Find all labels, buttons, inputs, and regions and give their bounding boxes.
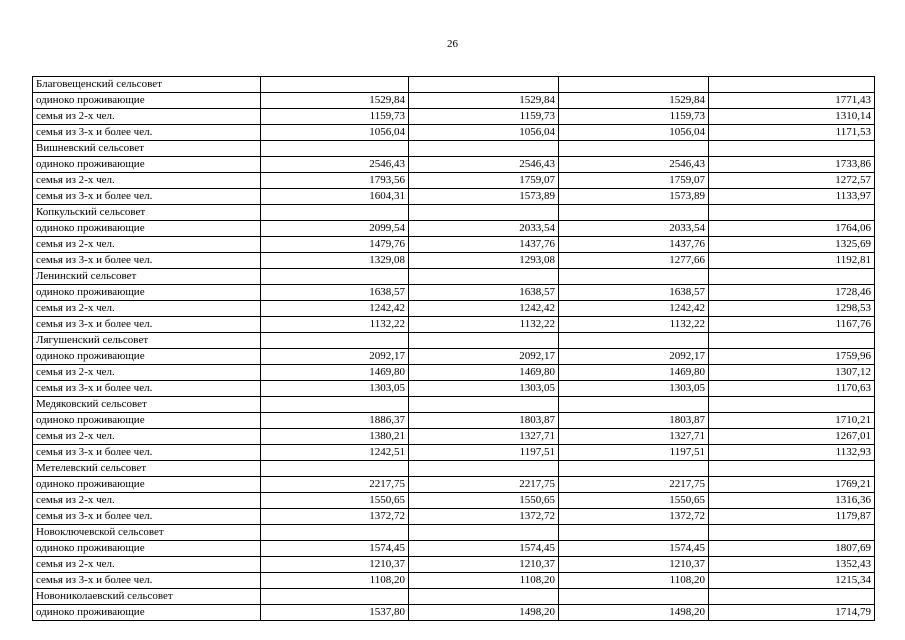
value-cell-3: 1803,87 xyxy=(559,413,709,429)
row-label: одиноко проживающие xyxy=(33,477,261,493)
table-row xyxy=(33,301,875,317)
empty-cell xyxy=(709,589,875,605)
value-cell-3: 1529,84 xyxy=(559,93,709,109)
table-row xyxy=(33,93,875,109)
value-cell-3: 1056,04 xyxy=(559,125,709,141)
value-cell-4: 1170,63 xyxy=(709,381,875,397)
value-cell-2: 1759,07 xyxy=(409,173,559,189)
value-cell-2: 1638,57 xyxy=(409,285,559,301)
row-label: семья из 2-х чел. xyxy=(33,557,261,573)
section-name: Вишневский сельсовет xyxy=(33,141,261,157)
empty-cell xyxy=(261,333,409,349)
value-cell-3: 1303,05 xyxy=(559,381,709,397)
value-cell-1: 2217,75 xyxy=(261,477,409,493)
value-cell-2: 1132,22 xyxy=(409,317,559,333)
row-label: одиноко проживающие xyxy=(33,93,261,109)
empty-cell xyxy=(409,589,559,605)
empty-cell xyxy=(261,77,409,93)
empty-cell xyxy=(559,205,709,221)
value-cell-1: 1242,51 xyxy=(261,445,409,461)
value-cell-4: 1771,43 xyxy=(709,93,875,109)
value-cell-3: 2033,54 xyxy=(559,221,709,237)
empty-cell xyxy=(409,77,559,93)
value-cell-4: 1267,01 xyxy=(709,429,875,445)
section-header-row xyxy=(33,141,875,157)
value-cell-4: 1769,21 xyxy=(709,477,875,493)
value-cell-2: 2033,54 xyxy=(409,221,559,237)
value-cell-1: 1210,37 xyxy=(261,557,409,573)
table-row xyxy=(33,605,875,621)
empty-cell xyxy=(409,525,559,541)
table-row xyxy=(33,541,875,557)
value-cell-2: 1372,72 xyxy=(409,509,559,525)
table-row xyxy=(33,381,875,397)
empty-cell xyxy=(409,141,559,157)
row-label: одиноко проживающие xyxy=(33,541,261,557)
value-cell-2: 1574,45 xyxy=(409,541,559,557)
section-name: Новониколаевский сельсовет xyxy=(33,589,261,605)
table-row xyxy=(33,557,875,573)
table-row xyxy=(33,349,875,365)
value-cell-3: 1210,37 xyxy=(559,557,709,573)
section-name: Новоключевской сельсовет xyxy=(33,525,261,541)
empty-cell xyxy=(261,141,409,157)
table-row xyxy=(33,125,875,141)
row-label: семья из 2-х чел. xyxy=(33,173,261,189)
value-cell-3: 1498,20 xyxy=(559,605,709,621)
value-cell-4: 1179,87 xyxy=(709,509,875,525)
row-label: семья из 2-х чел. xyxy=(33,301,261,317)
section-header-row xyxy=(33,269,875,285)
value-cell-4: 1167,76 xyxy=(709,317,875,333)
value-cell-2: 1108,20 xyxy=(409,573,559,589)
empty-cell xyxy=(409,461,559,477)
table-row xyxy=(33,429,875,445)
value-cell-2: 1573,89 xyxy=(409,189,559,205)
value-cell-4: 1310,14 xyxy=(709,109,875,125)
value-cell-3: 1132,22 xyxy=(559,317,709,333)
empty-cell xyxy=(709,333,875,349)
value-cell-3: 1242,42 xyxy=(559,301,709,317)
value-cell-4: 1215,34 xyxy=(709,573,875,589)
row-label: семья из 3-х и более чел. xyxy=(33,381,261,397)
section-header-row xyxy=(33,397,875,413)
value-cell-2: 2217,75 xyxy=(409,477,559,493)
value-cell-1: 1550,65 xyxy=(261,493,409,509)
row-label: одиноко проживающие xyxy=(33,285,261,301)
table-row xyxy=(33,365,875,381)
value-cell-2: 1327,71 xyxy=(409,429,559,445)
row-label: семья из 2-х чел. xyxy=(33,109,261,125)
table-row xyxy=(33,173,875,189)
empty-cell xyxy=(409,205,559,221)
section-name: Метелевский сельсовет xyxy=(33,461,261,477)
row-label: одиноко проживающие xyxy=(33,157,261,173)
empty-cell xyxy=(261,397,409,413)
empty-cell xyxy=(709,397,875,413)
value-cell-3: 1277,66 xyxy=(559,253,709,269)
value-cell-2: 1437,76 xyxy=(409,237,559,253)
value-cell-1: 1372,72 xyxy=(261,509,409,525)
value-cell-3: 1469,80 xyxy=(559,365,709,381)
table-row xyxy=(33,285,875,301)
value-cell-1: 1886,37 xyxy=(261,413,409,429)
row-label: семья из 2-х чел. xyxy=(33,429,261,445)
value-cell-1: 1793,56 xyxy=(261,173,409,189)
table-row xyxy=(33,573,875,589)
value-cell-2: 1469,80 xyxy=(409,365,559,381)
row-label: одиноко проживающие xyxy=(33,221,261,237)
value-cell-1: 1638,57 xyxy=(261,285,409,301)
empty-cell xyxy=(559,461,709,477)
value-cell-1: 1479,76 xyxy=(261,237,409,253)
value-cell-4: 1298,53 xyxy=(709,301,875,317)
table-row xyxy=(33,445,875,461)
value-cell-4: 1171,53 xyxy=(709,125,875,141)
empty-cell xyxy=(409,333,559,349)
value-cell-1: 1380,21 xyxy=(261,429,409,445)
row-label: семья из 2-х чел. xyxy=(33,493,261,509)
value-cell-2: 1550,65 xyxy=(409,493,559,509)
section-name: Медяковский сельсовет xyxy=(33,397,261,413)
value-cell-4: 1710,21 xyxy=(709,413,875,429)
value-cell-1: 1537,80 xyxy=(261,605,409,621)
row-label: семья из 3-х и более чел. xyxy=(33,125,261,141)
value-cell-3: 1638,57 xyxy=(559,285,709,301)
value-cell-2: 2092,17 xyxy=(409,349,559,365)
value-cell-1: 1132,22 xyxy=(261,317,409,333)
row-label: семья из 3-х и более чел. xyxy=(33,573,261,589)
value-cell-3: 1437,76 xyxy=(559,237,709,253)
value-cell-4: 1316,36 xyxy=(709,493,875,509)
value-cell-1: 1056,04 xyxy=(261,125,409,141)
value-cell-4: 1728,46 xyxy=(709,285,875,301)
value-cell-2: 1210,37 xyxy=(409,557,559,573)
value-cell-1: 1329,08 xyxy=(261,253,409,269)
value-cell-1: 2546,43 xyxy=(261,157,409,173)
value-cell-4: 1325,69 xyxy=(709,237,875,253)
value-cell-2: 1197,51 xyxy=(409,445,559,461)
value-cell-4: 1714,79 xyxy=(709,605,875,621)
value-cell-4: 1764,06 xyxy=(709,221,875,237)
value-cell-2: 1498,20 xyxy=(409,605,559,621)
table-row xyxy=(33,413,875,429)
empty-cell xyxy=(709,77,875,93)
empty-cell xyxy=(261,589,409,605)
empty-cell xyxy=(709,269,875,285)
value-cell-3: 1574,45 xyxy=(559,541,709,557)
value-cell-4: 1352,43 xyxy=(709,557,875,573)
value-cell-3: 1372,72 xyxy=(559,509,709,525)
table-row xyxy=(33,477,875,493)
value-cell-3: 1108,20 xyxy=(559,573,709,589)
table-row xyxy=(33,109,875,125)
table-row xyxy=(33,317,875,333)
section-header-row xyxy=(33,205,875,221)
table-row xyxy=(33,493,875,509)
value-cell-1: 1303,05 xyxy=(261,381,409,397)
section-header-row xyxy=(33,525,875,541)
row-label: семья из 3-х и более чел. xyxy=(33,509,261,525)
empty-cell xyxy=(261,461,409,477)
table-row xyxy=(33,157,875,173)
tariff-table xyxy=(32,76,875,621)
value-cell-2: 1159,73 xyxy=(409,109,559,125)
tariff-table-body xyxy=(33,77,875,621)
value-cell-2: 1242,42 xyxy=(409,301,559,317)
value-cell-4: 1759,96 xyxy=(709,349,875,365)
section-name: Лягушенский сельсовет xyxy=(33,333,261,349)
value-cell-1: 1242,42 xyxy=(261,301,409,317)
section-name: Ленинский сельсовет xyxy=(33,269,261,285)
empty-cell xyxy=(709,525,875,541)
empty-cell xyxy=(709,205,875,221)
section-name: Копкульский сельсовет xyxy=(33,205,261,221)
value-cell-3: 1759,07 xyxy=(559,173,709,189)
table-row xyxy=(33,253,875,269)
row-label: одиноко проживающие xyxy=(33,605,261,621)
value-cell-3: 1197,51 xyxy=(559,445,709,461)
empty-cell xyxy=(261,205,409,221)
row-label: семья из 3-х и более чел. xyxy=(33,445,261,461)
empty-cell xyxy=(409,269,559,285)
value-cell-3: 1159,73 xyxy=(559,109,709,125)
value-cell-3: 1327,71 xyxy=(559,429,709,445)
value-cell-3: 2092,17 xyxy=(559,349,709,365)
section-header-row xyxy=(33,461,875,477)
value-cell-2: 1303,05 xyxy=(409,381,559,397)
value-cell-2: 1803,87 xyxy=(409,413,559,429)
section-header-row xyxy=(33,333,875,349)
empty-cell xyxy=(709,461,875,477)
value-cell-4: 1272,57 xyxy=(709,173,875,189)
empty-cell xyxy=(559,77,709,93)
value-cell-1: 2092,17 xyxy=(261,349,409,365)
empty-cell xyxy=(709,141,875,157)
table-row xyxy=(33,189,875,205)
row-label: одиноко проживающие xyxy=(33,349,261,365)
row-label: семья из 2-х чел. xyxy=(33,365,261,381)
section-header-row xyxy=(33,589,875,605)
empty-cell xyxy=(261,269,409,285)
value-cell-3: 1573,89 xyxy=(559,189,709,205)
row-label: семья из 2-х чел. xyxy=(33,237,261,253)
value-cell-2: 1529,84 xyxy=(409,93,559,109)
value-cell-1: 1574,45 xyxy=(261,541,409,557)
value-cell-4: 1133,97 xyxy=(709,189,875,205)
value-cell-1: 1604,31 xyxy=(261,189,409,205)
value-cell-1: 1108,20 xyxy=(261,573,409,589)
value-cell-3: 2217,75 xyxy=(559,477,709,493)
empty-cell xyxy=(409,397,559,413)
empty-cell xyxy=(261,525,409,541)
empty-cell xyxy=(559,525,709,541)
value-cell-1: 1469,80 xyxy=(261,365,409,381)
row-label: семья из 3-х и более чел. xyxy=(33,189,261,205)
page-number: 26 xyxy=(447,38,458,50)
value-cell-1: 1159,73 xyxy=(261,109,409,125)
value-cell-2: 1056,04 xyxy=(409,125,559,141)
value-cell-3: 2546,43 xyxy=(559,157,709,173)
row-label: семья из 3-х и более чел. xyxy=(33,253,261,269)
empty-cell xyxy=(559,397,709,413)
empty-cell xyxy=(559,589,709,605)
value-cell-2: 1293,08 xyxy=(409,253,559,269)
empty-cell xyxy=(559,333,709,349)
value-cell-4: 1807,69 xyxy=(709,541,875,557)
row-label: семья из 3-х и более чел. xyxy=(33,317,261,333)
section-header-row xyxy=(33,77,875,93)
empty-cell xyxy=(559,269,709,285)
section-name: Благовещенский сельсовет xyxy=(33,77,261,93)
row-label: одиноко проживающие xyxy=(33,413,261,429)
empty-cell xyxy=(559,141,709,157)
table-row xyxy=(33,509,875,525)
value-cell-4: 1733,86 xyxy=(709,157,875,173)
value-cell-4: 1307,12 xyxy=(709,365,875,381)
value-cell-3: 1550,65 xyxy=(559,493,709,509)
value-cell-4: 1192,81 xyxy=(709,253,875,269)
value-cell-4: 1132,93 xyxy=(709,445,875,461)
table-row xyxy=(33,221,875,237)
value-cell-1: 1529,84 xyxy=(261,93,409,109)
value-cell-2: 2546,43 xyxy=(409,157,559,173)
table-row xyxy=(33,237,875,253)
value-cell-1: 2099,54 xyxy=(261,221,409,237)
